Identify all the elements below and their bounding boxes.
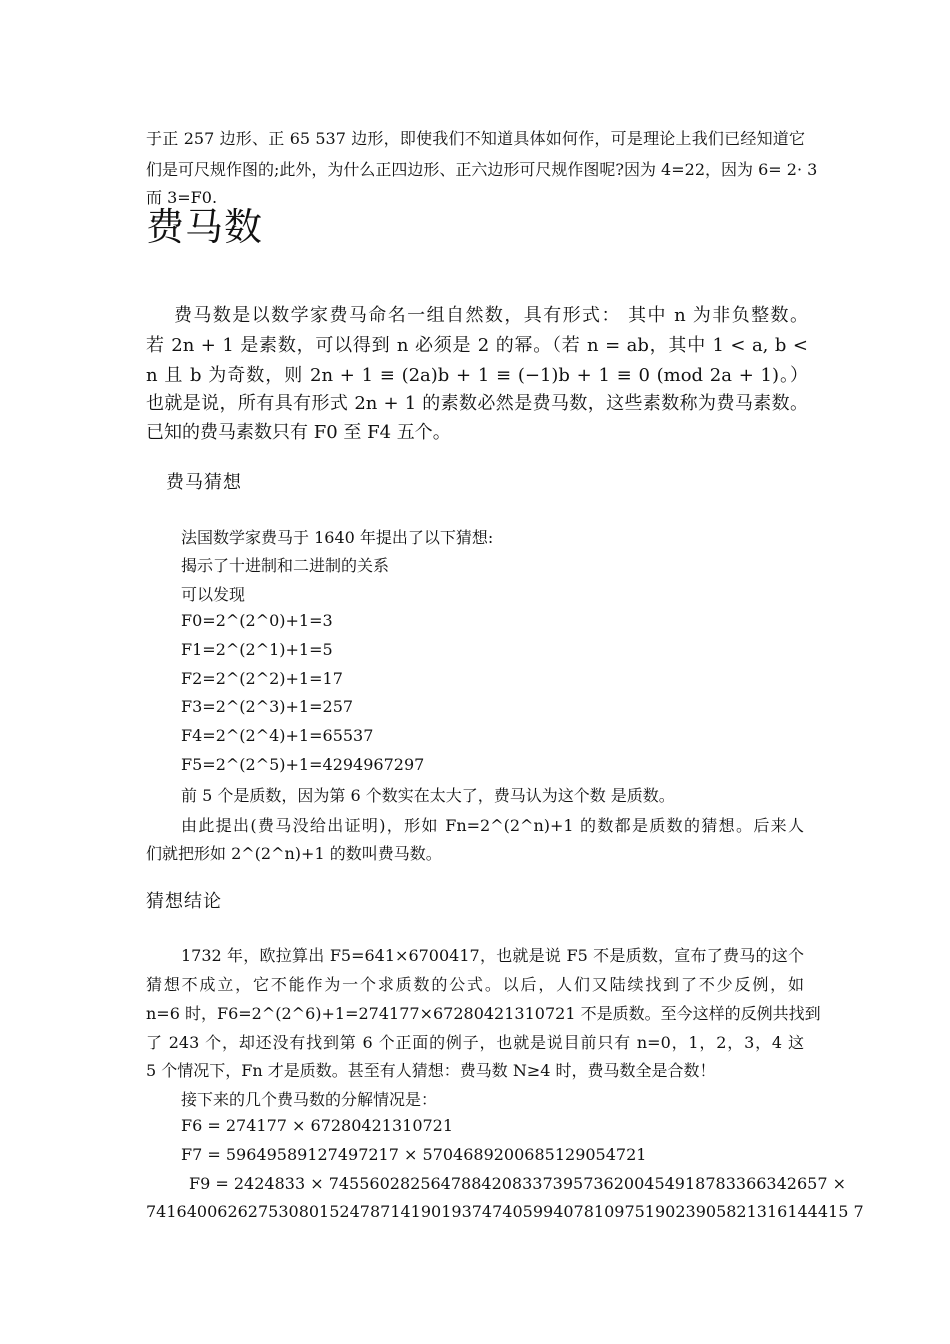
formula-f0: F0=2^(2^0)+1=3: [181, 611, 333, 630]
conjecture-line-2: 揭示了十进制和二进制的关系: [181, 556, 390, 575]
definition-line-5: 已知的费马素数只有 F0 至 F4 五个。: [146, 422, 451, 443]
conclusion-line-4: 了 243 个，却还没有找到第 6 个正面的例子，也就是说目前只有 n=0，1，2，3，4 这: [146, 1033, 804, 1052]
conclusion-line-5: 5 个情况下，Fn 才是质数。甚至有人猜想：费马数 N≥4 时，费马数全是合数！: [146, 1061, 716, 1080]
page-title: 费马数: [146, 205, 264, 249]
intro-line-1: 于正 257 边形、正 65 537 边形，即使我们不知道具体如何作，可是理论上我们已经知道它: [146, 129, 805, 148]
intro-line-2: 们是可尺规作图的;此外，为什么正四边形、正六边形可尺规作图呢?因为 4=22，因为 6= 2· 3: [146, 160, 818, 179]
conjecture-line-10: 前 5 个是质数，因为第 6 个数实在太大了，费马认为这个数 是质数。: [181, 786, 675, 805]
conclusion-line-3: n=6 时，F6=2^(2^6)+1=274177×67280421310721 不是质数。至今这样的反例共找到: [146, 1004, 821, 1023]
section-heading-conclusion: 猜想结论: [146, 891, 222, 912]
conjecture-para-line-1: 由此提出(费马没给出证明)，形如 Fn=2^(2^n)+1 的数都是质数的猜想。后来人: [181, 816, 804, 835]
conclusion-line-2: 猜想不成立，它不能作为一个求质数的公式。以后，人们又陆续找到了不少反例，如: [146, 975, 804, 994]
factorization-f9-line-1: F9 = 2424833 × 7455602825647884208337395736200454918783366342657 ×: [189, 1174, 846, 1193]
conclusion-line-1: 1732 年，欧拉算出 F5=641×6700417，也就是说 F5 不是质数，宣布了费马的这个: [181, 946, 804, 965]
conjecture-para-line-2: 们就把形如 2^(2^n)+1 的数叫费马数。: [146, 844, 442, 863]
formula-f3: F3=2^(2^3)+1=257: [181, 697, 354, 716]
definition-line-1: 费马数是以数学家费马命名一组自然数，具有形式： 其中 n 为非负整数。: [174, 305, 808, 326]
formula-f2: F2=2^(2^2)+1=17: [181, 669, 343, 688]
factorization-f6: F6 = 274177 × 67280421310721: [181, 1116, 454, 1135]
definition-line-4: 也就是说，所有具有形式 2n + 1 的素数必然是费马数，这些素数称为费马素数。: [146, 393, 808, 414]
factorization-f7: F7 = 59649589127497217 × 5704689200685129054721: [181, 1145, 647, 1164]
factorization-intro: 接下来的几个费马数的分解情况是：: [181, 1090, 438, 1109]
conjecture-line-1: 法国数学家费马于 1640 年提出了以下猜想:: [181, 528, 494, 547]
intro-line-3: 而 3=F0.: [146, 188, 218, 207]
formula-f1: F1=2^(2^1)+1=5: [181, 640, 333, 659]
formula-f5: F5=2^(2^5)+1=4294967297: [181, 755, 425, 774]
factorization-f9-line-2: 741640062627530801524787141901937474059940781097519023905821316144415 7: [146, 1202, 864, 1221]
conjecture-line-3: 可以发现: [181, 585, 246, 604]
formula-f4: F4=2^(2^4)+1=65537: [181, 726, 374, 745]
definition-line-2: 若 2n + 1 是素数，可以得到 n 必须是 2 的幂。（若 n = ab，其中 1 < a, b <: [146, 335, 808, 356]
definition-line-3: n 且 b 为奇数，则 2n + 1 ≡ (2a)b + 1 ≡ (−1)b + 1 ≡ 0 (mod 2a + 1)。）: [146, 365, 808, 386]
section-heading-conjecture: 费马猜想: [166, 472, 242, 493]
